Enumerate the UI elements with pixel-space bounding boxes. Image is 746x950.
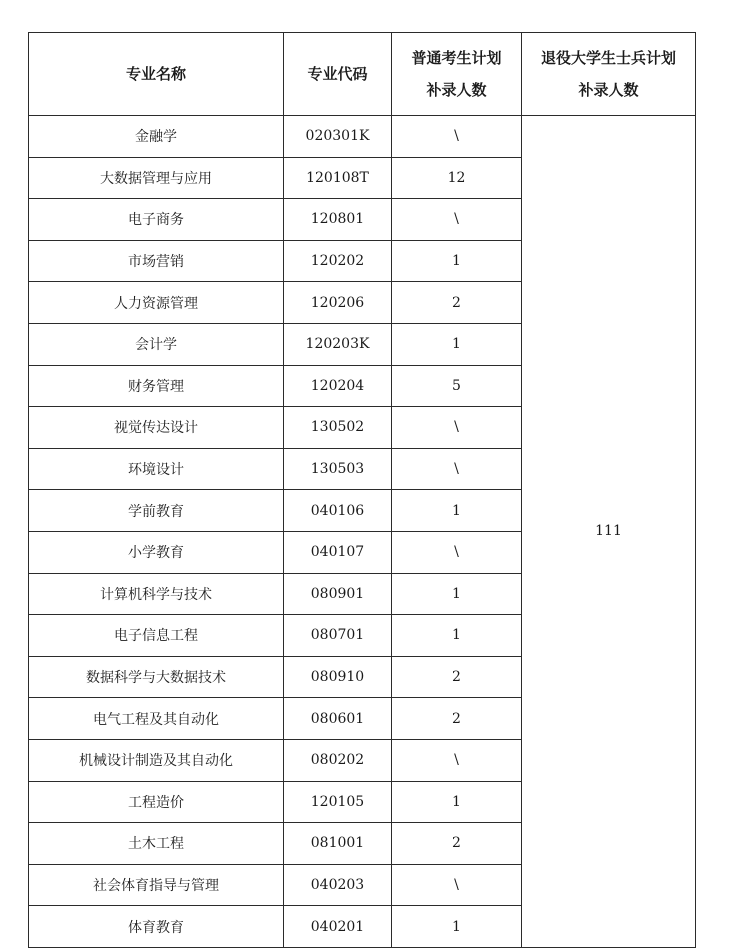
major-code-cell: 120204 [284,365,392,407]
general-plan-cell: \ [392,199,522,241]
general-plan-cell: 1 [392,781,522,823]
general-plan-cell: 5 [392,365,522,407]
major-name-cell: 电气工程及其自动化 [29,698,284,740]
major-name-cell: 会计学 [29,323,284,365]
major-code-cell: 120108T [284,157,392,199]
major-code-cell: 080601 [284,698,392,740]
major-name-cell: 电子信息工程 [29,615,284,657]
major-code-cell: 120203K [284,323,392,365]
major-name-cell: 社会体育指导与管理 [29,864,284,906]
veteran-plan-total-cell: 111 [522,116,696,948]
general-plan-cell: \ [392,448,522,490]
header-veteran-plan-line2: 补录人数 [578,81,639,99]
major-name-cell: 视觉传达设计 [29,407,284,449]
major-code-cell: 120206 [284,282,392,324]
major-name-cell: 学前教育 [29,490,284,532]
header-general-plan [392,33,522,116]
major-code-cell: 080901 [284,573,392,615]
major-code-cell: 130502 [284,407,392,449]
major-code-cell: 080701 [284,615,392,657]
general-plan-cell: \ [392,739,522,781]
major-code-cell: 020301K [284,116,392,158]
general-plan-cell: 1 [392,490,522,532]
major-name-cell: 机械设计制造及其自动化 [29,739,284,781]
general-plan-cell: \ [392,407,522,449]
general-plan-cell: 2 [392,282,522,324]
general-plan-cell: 1 [392,323,522,365]
major-name-cell: 大数据管理与应用 [29,157,284,199]
general-plan-cell: 2 [392,656,522,698]
general-plan-cell: 2 [392,823,522,865]
header-general-plan-line1: 普通考生计划 [411,49,502,67]
major-code-cell: 130503 [284,448,392,490]
general-plan-cell: 2 [392,698,522,740]
major-code-cell: 040107 [284,531,392,573]
major-name-cell: 工程造价 [29,781,284,823]
header-general-plan-line2: 补录人数 [426,81,487,99]
general-plan-cell: \ [392,531,522,573]
major-name-cell: 财务管理 [29,365,284,407]
enrollment-plan-table [28,32,696,948]
major-name-cell: 金融学 [29,116,284,158]
table-body [29,116,696,948]
major-name-cell: 土木工程 [29,823,284,865]
general-plan-cell: \ [392,116,522,158]
major-name-cell: 电子商务 [29,199,284,241]
major-code-cell: 040201 [284,906,392,948]
major-code-cell: 120202 [284,240,392,282]
table-header-row [29,33,696,116]
major-name-cell: 人力资源管理 [29,282,284,324]
major-name-cell: 市场营销 [29,240,284,282]
header-major-code: 专业代码 [284,33,392,116]
major-name-cell: 环境设计 [29,448,284,490]
table-row [29,116,696,158]
general-plan-cell: 12 [392,157,522,199]
general-plan-cell: 1 [392,573,522,615]
major-code-cell: 080910 [284,656,392,698]
general-plan-cell: \ [392,864,522,906]
general-plan-cell: 1 [392,240,522,282]
major-code-cell: 040203 [284,864,392,906]
header-veteran-plan-line1: 退役大学生士兵计划 [540,49,676,67]
major-name-cell: 小学教育 [29,531,284,573]
header-veteran-plan [522,33,696,116]
major-code-cell: 120105 [284,781,392,823]
major-code-cell: 081001 [284,823,392,865]
major-code-cell: 120801 [284,199,392,241]
general-plan-cell: 1 [392,615,522,657]
general-plan-cell: 1 [392,906,522,948]
major-code-cell: 040106 [284,490,392,532]
major-name-cell: 计算机科学与技术 [29,573,284,615]
major-name-cell: 数据科学与大数据技术 [29,656,284,698]
major-name-cell: 体育教育 [29,906,284,948]
major-code-cell: 080202 [284,739,392,781]
header-major-name: 专业名称 [29,33,284,116]
